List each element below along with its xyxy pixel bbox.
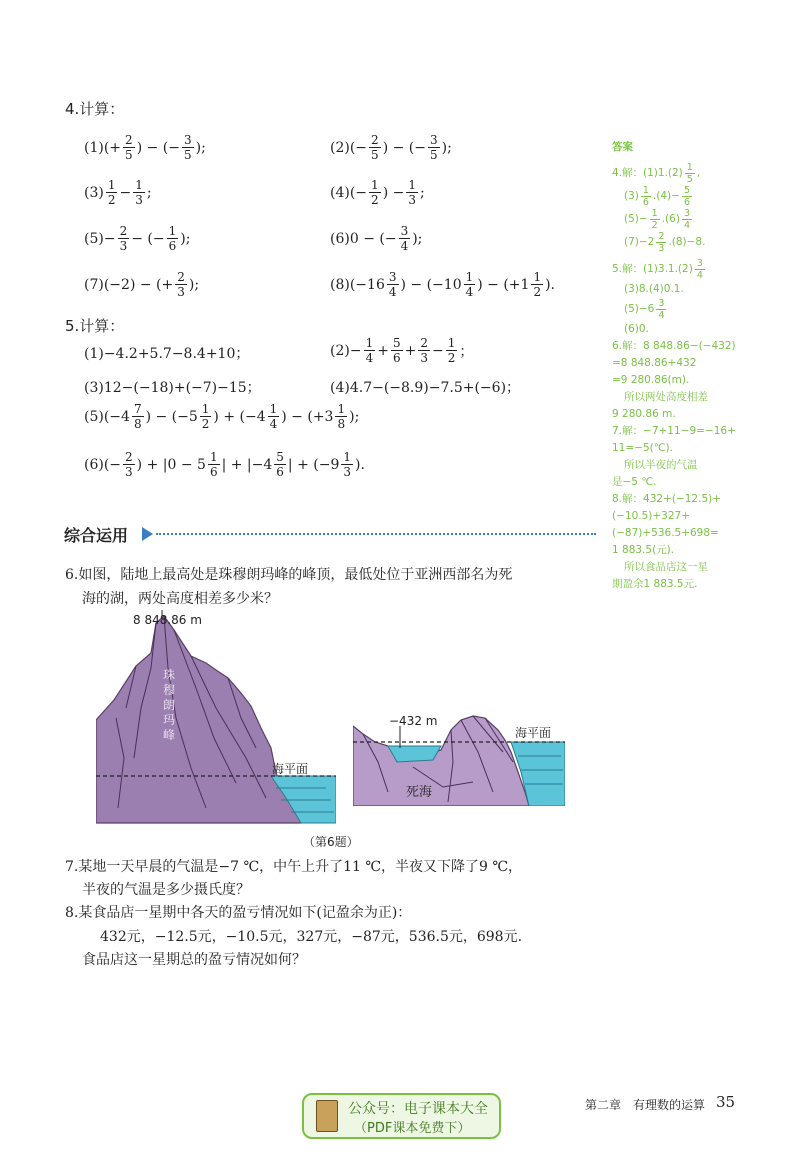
- answer-line: 8.解：432+(−12.5)+: [612, 493, 722, 505]
- answer-line: 4.解：(1)1.(2) $\frac{1}{5}$ ,: [612, 162, 701, 185]
- answer-header: 答案: [612, 141, 633, 153]
- answer-line: (3)8.(4)0.1.: [624, 283, 684, 295]
- answer-line: (−87)+536.5+698=: [612, 527, 719, 539]
- answer-line: =8 848.86+432: [612, 357, 697, 369]
- answer-line: 11=−5(℃).: [612, 442, 673, 454]
- answer-line: (5)−6 $\frac{3}{4}$: [624, 298, 665, 321]
- fraction: $\frac{1}{6}$: [209, 450, 218, 479]
- fraction: $\frac{5}{6}$: [392, 336, 401, 365]
- dead-sea-height-label: −432 m: [389, 714, 438, 728]
- fraction: $\frac{1}{4}$: [365, 336, 374, 365]
- everest-height-label: 8 848.86 m: [133, 613, 202, 627]
- section-title: 综合运用: [64, 526, 129, 545]
- sea-level-label-right: 海平面: [515, 726, 552, 740]
- fraction: $\frac{2}{3}$: [177, 270, 185, 299]
- answer-line: 1 883.5(元).: [612, 544, 675, 556]
- q5-item-1: (1)−4.2+5.7−8.4+10；: [84, 346, 250, 362]
- q8-text-3: 食品店这一星期总的盈亏情况如何？: [82, 952, 306, 968]
- dead-sea-land: [353, 716, 529, 806]
- q4-title: 4.计算：: [65, 100, 125, 118]
- dead-sea-water: [388, 746, 441, 762]
- fraction: $\frac{1}{2}$: [371, 178, 379, 207]
- chapter-title: 第二章 有理数的运算: [585, 1098, 706, 1112]
- q4-item: (5) − $\frac{2}{3}$ − (− $\frac{1}{6}$ );: [84, 224, 191, 253]
- q5-item-2: (2)− $\frac{1}{4}$ + $\frac{5}{6}$ + $\frac{2}{3}$ − $\frac{1}{2}$ ；: [330, 336, 474, 365]
- section-divider: [156, 533, 596, 535]
- q4-item: (3) $\frac{1}{2}$ − $\frac{1}{3}$ ;: [84, 178, 152, 207]
- answer-line: (3) $\frac{1}{6}$ .(4)− $\frac{5}{6}$: [624, 185, 690, 208]
- q4-item: (1) (+ $\frac{2}{5}$ ) − (− $\frac{3}{5}$ );: [84, 133, 206, 162]
- answer-line: 所以半夜的气温: [624, 459, 698, 471]
- everest-figure: [96, 608, 336, 830]
- page-number: 35: [716, 1093, 736, 1111]
- fraction: $\frac{1}{3}$: [135, 178, 143, 207]
- fraction: $\frac{1}{2}$: [107, 178, 116, 207]
- fraction: $\frac{2}{3}$: [125, 450, 133, 479]
- fraction: $\frac{3}{4}$: [400, 224, 409, 253]
- stamp-line-1: 公众号：电子课本大全: [348, 1101, 488, 1117]
- answer-line: (6)0.: [624, 323, 649, 335]
- answer-line: 5.解：(1)3.1.(2) $\frac{3}{4}$: [612, 258, 703, 281]
- everest-label: 珠穆朗玛峰: [163, 668, 176, 742]
- fraction: $\frac{2}{3}$: [420, 336, 428, 365]
- answer-line: 7.解：−7+11−9=−16+: [612, 425, 736, 437]
- q7-text-2: 半夜的气温是多少摄氏度？: [82, 882, 250, 898]
- q6-text-2: 海的湖，两处高度相差多少米？: [82, 591, 278, 607]
- q4-item: (4) (− $\frac{1}{2}$ ) − $\frac{1}{3}$ ;: [330, 178, 425, 207]
- fraction: $\frac{1}{6}$: [168, 224, 177, 253]
- answer-line: =9 280.86(m).: [612, 374, 690, 386]
- fraction: $\frac{7}{8}$: [133, 402, 142, 431]
- q5-item-4: (4)4.7−(−8.9)−7.5+(−6)；: [330, 380, 521, 396]
- figure-caption: （第6题）: [303, 835, 359, 849]
- q5-item-5: (5)(−4 $\frac{7}{8}$ ) − (−5 $\frac{1}{2}$ ) + (−4 $\frac{1}{4}$ ) − (+3 $\frac{1}{8}$ );: [84, 402, 360, 431]
- q4-item: (2) (− $\frac{2}{5}$ ) − (− $\frac{3}{5}$ );: [330, 133, 452, 162]
- fraction: $\frac{3}{5}$: [429, 133, 438, 162]
- answer-line: (5)− $\frac{1}{2}$ .(6) $\frac{3}{4}$: [624, 208, 690, 231]
- sea-level-label-left: 海平面: [272, 762, 309, 776]
- answer-line: 6.解：8 848.86−(−432): [612, 340, 736, 352]
- q7-text-1: 7.某地一天早晨的气温是−7 ℃，中午上升了11 ℃，半夜又下降了9 ℃，: [65, 859, 523, 875]
- book-icon: [316, 1100, 338, 1132]
- everest-mountain: [96, 616, 301, 823]
- q4-item: (7) (−2) − (+ $\frac{2}{3}$ );: [84, 270, 200, 299]
- fraction: $\frac{1}{3}$: [408, 178, 416, 207]
- q6-text-1: 6.如图，陆地上最高处是珠穆朗玛峰的峰顶，最低处位于亚洲西部名为死: [65, 567, 513, 583]
- fraction: $\frac{3}{5}$: [183, 133, 192, 162]
- q5-item-6: (6)(− $\frac{2}{3}$ ) + |0 − 5 $\frac{1}{6}$ | + |−4 $\frac{5}{6}$ | + (−9 $\frac{1}{3}$ ).: [84, 450, 365, 479]
- answer-line: (−10.5)+327+: [612, 510, 691, 522]
- answer-line: 所以食品店这一星: [624, 561, 708, 573]
- fraction: $\frac{3}{4}$: [388, 270, 397, 299]
- fraction: $\frac{2}{5}$: [125, 133, 133, 162]
- q8-values: 432元，−12.5元，−10.5元，327元，−87元，536.5元，698元.: [100, 929, 523, 945]
- q4-item: (6) 0 − (− $\frac{3}{4}$ );: [330, 224, 423, 253]
- dead-sea-label: 死海: [406, 785, 433, 800]
- answer-line: 9 280.86 m.: [612, 408, 676, 420]
- fraction: $\frac{2}{5}$: [371, 133, 379, 162]
- q8-text-1: 8.某食品店一星期中各天的盈亏情况如下(记盈余为正)：: [65, 905, 412, 921]
- stamp-line-2: （PDF课本免费下）: [354, 1121, 471, 1136]
- fraction: $\frac{1}{2}$: [201, 402, 210, 431]
- fraction: $\frac{5}{6}$: [276, 450, 284, 479]
- answer-line: 所以两处高度相差: [624, 391, 708, 403]
- answer-line: (7)−2 $\frac{2}{3}$ .(8)−8.: [624, 231, 706, 254]
- fraction: $\frac{1}{2}$: [533, 270, 542, 299]
- fraction: $\frac{1}{4}$: [465, 270, 474, 299]
- q4-item: (8) (−16 $\frac{3}{4}$ ) − (−10 $\frac{1}{4}$ ) − (+1 $\frac{1}{2}$ ).: [330, 270, 556, 299]
- section-arrow-icon: [142, 527, 153, 541]
- q5-item-3: (3)12−(−18)+(−7)−15；: [84, 380, 261, 396]
- fraction: $\frac{1}{3}$: [343, 450, 352, 479]
- q5-title: 5.计算：: [65, 317, 125, 335]
- answer-column: [612, 139, 800, 593]
- answer-line: 是−5 ℃.: [612, 476, 657, 488]
- wechat-stamp: [302, 1093, 501, 1139]
- fraction: $\frac{1}{2}$: [447, 336, 456, 365]
- fraction: $\frac{1}{8}$: [337, 402, 346, 431]
- answer-line: 期盈余1 883.5元.: [612, 578, 698, 590]
- fraction: $\frac{1}{4}$: [269, 402, 278, 431]
- fraction: $\frac{2}{3}$: [119, 224, 128, 253]
